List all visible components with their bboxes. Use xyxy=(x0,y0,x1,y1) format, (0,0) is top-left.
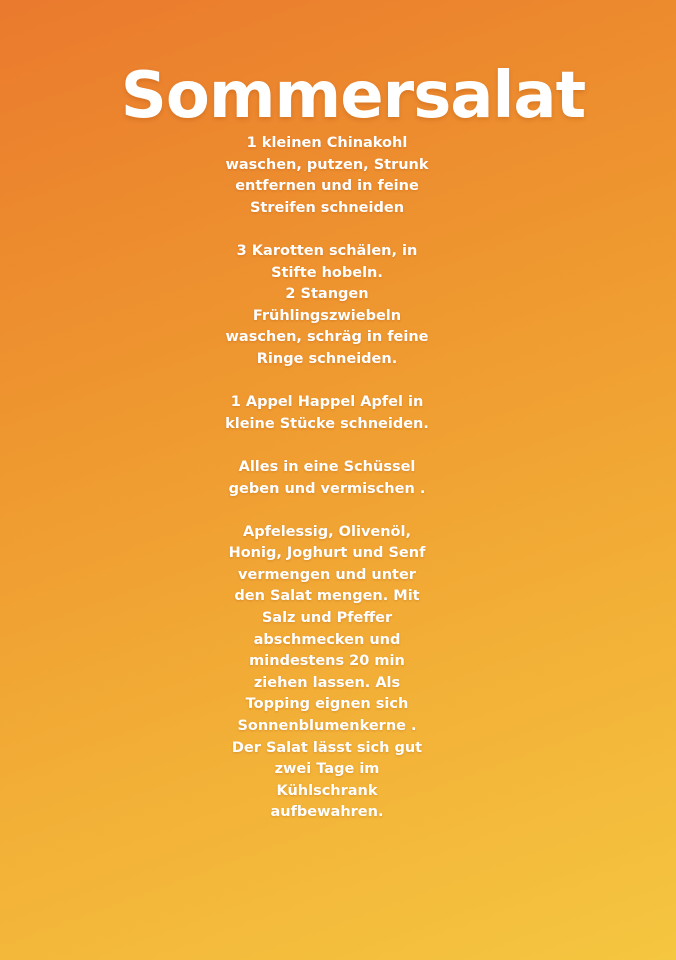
recipe-step xyxy=(210,133,444,219)
step-line: Honig, Joghurt und Senf xyxy=(228,545,426,562)
step-line: 2 Stangen xyxy=(285,286,369,303)
step-line: 1 kleinen Chinakohl xyxy=(246,135,408,151)
step-line: aufbewahren. xyxy=(270,804,384,821)
recipe-title: Sommersalat xyxy=(120,59,586,133)
step-line: Apfelessig, Olivenöl, xyxy=(242,523,412,540)
recipe-step xyxy=(210,392,444,435)
step-line: mindestens 20 min xyxy=(249,653,405,670)
step-line: zwei Tage im xyxy=(274,761,380,778)
step-line: Kühlschrank xyxy=(276,782,378,799)
step-line: kleine Stücke schneiden. xyxy=(225,415,429,432)
step-line: geben und vermischen . xyxy=(228,480,426,497)
recipe-instructions xyxy=(210,133,444,824)
step-line: waschen, schräg in feine xyxy=(225,329,429,346)
step-line: den Salat mengen. Mit xyxy=(234,588,420,605)
step-line: 3 Karotten schälen, in xyxy=(236,242,418,259)
step-line: entfernen und in feine xyxy=(235,178,419,195)
recipe-step xyxy=(210,522,444,824)
step-line: abschmecken und xyxy=(253,631,401,648)
recipe-step xyxy=(210,457,444,500)
step-line: Stifte hobeln. xyxy=(271,264,383,281)
step-line: Frühlingszwiebeln xyxy=(252,307,402,324)
step-line: Salz und Pfeffer xyxy=(261,610,393,627)
recipe-step xyxy=(210,241,444,371)
step-line: vermengen und unter xyxy=(238,566,416,583)
step-line: Sonnenblumenkerne . xyxy=(237,718,417,735)
step-line: Streifen schneiden xyxy=(249,199,405,216)
step-line: Alles in eine Schüssel xyxy=(238,458,416,475)
step-line: ziehen lassen. Als xyxy=(253,674,401,691)
step-line: waschen, putzen, Strunk xyxy=(225,156,429,173)
step-line: 1 Appel Happel Apfel in xyxy=(230,394,424,411)
step-line: Der Salat lässt sich gut xyxy=(231,739,423,756)
step-line: Topping eignen sich xyxy=(245,696,409,713)
step-line: Ringe schneiden. xyxy=(256,350,398,367)
